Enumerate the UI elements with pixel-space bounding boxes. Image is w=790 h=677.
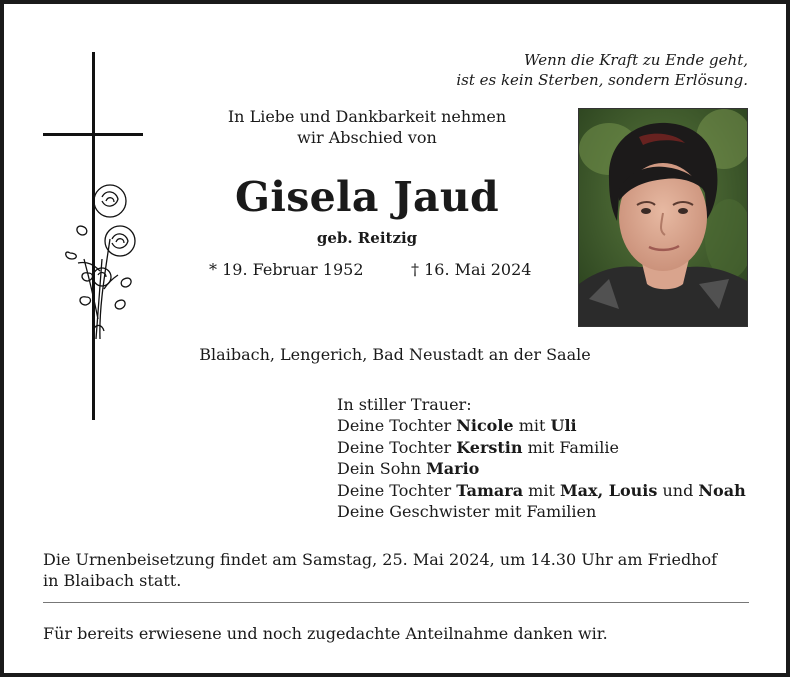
- mourner-text: Deine Tochter: [337, 480, 457, 500]
- birth-date: * 19. Februar 1952: [209, 260, 364, 279]
- intro-text: [192, 106, 542, 148]
- deceased-name: Gisela Jaud: [235, 173, 499, 221]
- funeral-line-1: Die Urnenbeisetzung findet am Samstag, 25. Mai 2024, um 14.30 Uhr am Friedhof: [43, 550, 718, 569]
- divider-line: [43, 602, 749, 603]
- mourner-line: [337, 501, 746, 522]
- mourner-text: Deine Tochter: [337, 437, 457, 457]
- intro-line-2: wir Abschied von: [297, 128, 437, 147]
- mourners-block: [337, 394, 746, 522]
- mourner-line: [337, 437, 746, 458]
- mourner-name: Noah: [698, 480, 746, 500]
- mourner-text: mit Familie: [522, 437, 619, 457]
- mourner-line: [337, 415, 746, 436]
- portrait-photo: [578, 108, 748, 327]
- mourner-text: Deine Geschwister mit Familien: [337, 502, 597, 522]
- mourner-text: mit: [523, 480, 560, 500]
- places-line: Blaibach, Lengerich, Bad Neustadt an der Saale: [199, 345, 591, 364]
- rose-illustration: [58, 179, 144, 347]
- intro-line-1: In Liebe und Dankbarkeit nehmen: [227, 107, 507, 126]
- mourners-heading: In stiller Trauer:: [337, 395, 472, 414]
- mourner-text: und: [657, 480, 699, 500]
- mourners-list: [337, 415, 746, 522]
- funeral-notice: [43, 549, 753, 591]
- maiden-name: geb. Reitzig: [316, 229, 418, 247]
- death-date: † 16. Mai 2024: [411, 260, 532, 279]
- mourner-name: Tamara: [456, 480, 524, 500]
- quote-line-1: Wenn die Kraft zu Ende geht,: [524, 51, 748, 69]
- mourner-name: Kerstin: [456, 437, 523, 457]
- mourner-text: Dein Sohn: [337, 459, 427, 479]
- mourner-text: Deine Tochter: [337, 416, 457, 436]
- mourner-line: [337, 480, 746, 501]
- mourner-name: Mario: [426, 459, 480, 479]
- mourner-name: Max, Louis: [559, 480, 658, 500]
- cross-horizontal-beam: [43, 133, 143, 136]
- epigraph-quote: [456, 50, 748, 90]
- mourner-name: Nicole: [456, 416, 514, 436]
- thanks-text: Für bereits erwiesene und noch zugedachte Anteilnahme danken wir.: [43, 624, 608, 643]
- funeral-line-2: in Blaibach statt.: [43, 571, 182, 590]
- mourner-text: mit: [513, 416, 551, 436]
- mourner-name: Uli: [550, 416, 577, 436]
- quote-line-2: ist es kein Sterben, sondern Erlösung.: [456, 71, 748, 89]
- mourner-line: [337, 458, 746, 479]
